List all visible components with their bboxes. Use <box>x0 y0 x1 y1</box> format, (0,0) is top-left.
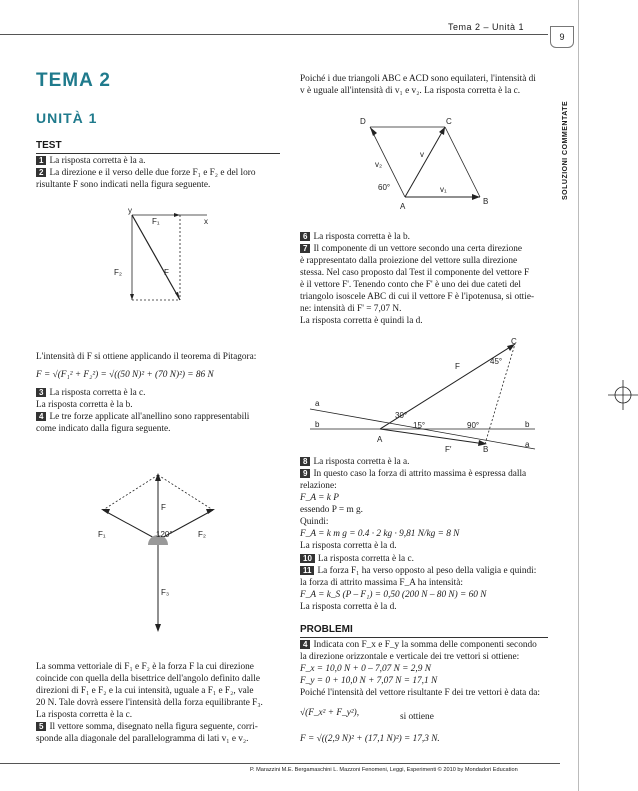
badge-10: 10 <box>300 554 315 563</box>
prob-6: √(F_x² + F_y²), <box>300 708 360 718</box>
test-1: 1 La risposta corretta è la a. <box>36 156 286 168</box>
footer-credit: P. Marazzini M.E. Bergamaschini L. Mazzoni Fenomeni, Leggi, Esperimenti © 2010 by Mondadori Education <box>250 767 518 773</box>
badge-p4: 4 <box>300 640 310 649</box>
fig4-a15: 15° <box>413 421 426 430</box>
fig4-a45: 45° <box>490 357 503 366</box>
fig3-a: A <box>400 202 406 211</box>
fig3-c: C <box>446 117 452 126</box>
fig3-v2: v₂ <box>375 160 383 169</box>
right-1: Poiché i due triangoli ABC e ACD sono equilateri, l'intensità di <box>300 74 536 84</box>
fig4-a30: 30° <box>395 411 408 420</box>
badge-7: 7 <box>300 244 310 253</box>
fig3-v1: v₁ <box>440 185 447 194</box>
test-2b: risultante F sono indicati nella figura seguente. <box>36 180 211 190</box>
sum-4: 20 N. Tale dovrà essere l'intensità della forza equilibrante F₃. <box>36 698 263 708</box>
right-11c: F_A = k_S (P – F₁) = 0,50 (200 N – 80 N) = 60 N <box>300 590 487 600</box>
fig2-angle: 120° <box>156 530 173 539</box>
fig2-f1: F₁ <box>98 530 106 539</box>
fig2-f: F <box>161 503 166 512</box>
page-number: 9 <box>550 26 574 48</box>
fig2-f3: F₃ <box>161 588 170 597</box>
margin-rule <box>578 0 579 791</box>
right-6: 6 La risposta corretta è la b. <box>300 232 410 244</box>
right-7b: è rappresentato dalla proiezione del vettore sulla direzione <box>300 256 518 266</box>
sum-1: La somma vettoriale di F₁ e F₂ è la forza F la cui direzione <box>36 662 254 672</box>
badge-4: 4 <box>36 412 46 421</box>
fig3-angle: 60° <box>378 183 391 192</box>
prob-8: F = √((2,9 N)² + (17,1 N)²) = 17,3 N. <box>300 734 440 744</box>
prob-3: F_x = 10,0 N + 0 – 7,07 N = 2,9 N <box>300 664 431 674</box>
test-2a: 2 La direzione e il verso delle due forze F₁ e F₂ e del loro <box>36 168 286 180</box>
fig4-fp: F′ <box>445 445 452 454</box>
pitagora-formula: F = √(F₁² + F₂²) = √((50 N)² + (70 N)²) = 86 N <box>36 370 214 380</box>
tema-title: TEMA 2 <box>36 70 111 91</box>
badge-3: 3 <box>36 388 46 397</box>
fig3-d: D <box>360 117 366 126</box>
fig1-f: F <box>164 268 169 277</box>
badge-8: 8 <box>300 457 310 466</box>
right-11b: la forza di attrito massima F_A ha intensità: <box>300 578 463 588</box>
test-4b: come indicato dalla figura seguente. <box>36 424 171 434</box>
right-9f: F_A = k m g = 0.4 · 2 kg · 9,81 N/kg = 8 N <box>300 529 460 539</box>
right-11a: 11 La forza F₁ ha verso opposto al peso della valigia e quindi: <box>300 566 550 578</box>
fig4-c: C <box>511 337 517 346</box>
fig3-b: B <box>483 197 489 206</box>
right-2: v è uguale all'intensità di v₁ e v₂. La risposta corretta è la c. <box>300 86 521 96</box>
fig1-f1: F₁ <box>152 217 160 226</box>
fig4-la: a <box>315 399 320 408</box>
problemi-rule <box>300 637 548 638</box>
fig3-v: v <box>420 150 424 159</box>
test-5a: 5 Il vettore somma, disegnato nella figura seguente, corri- <box>36 722 290 734</box>
prob-5: Poiché l'intensità del vettore risultante F dei tre vettori è data da: <box>300 688 540 698</box>
fig4-f: F <box>455 362 460 371</box>
right-9g: La risposta corretta è la d. <box>300 541 397 551</box>
fig4-lb: b <box>315 420 320 429</box>
right-9a: 9 In questo caso la forza di attrito massima è espressa dalla <box>300 469 550 481</box>
prob-1: 4 Indicata con F_x e F_y la somma delle componenti secondo <box>300 640 550 652</box>
figure-projection <box>305 334 545 454</box>
problemi-heading: PROBLEMI <box>300 624 353 635</box>
right-8: 8 La risposta corretta è la a. <box>300 457 409 469</box>
prob-2: la direzione orizzontale e verticale dei tre vettori si ottiene: <box>300 652 520 662</box>
unita-title: UNITÀ 1 <box>36 110 98 126</box>
right-9d: essendo P = m g. <box>300 505 364 515</box>
sum-5: La risposta corretta è la c. <box>36 710 133 720</box>
badge-6: 6 <box>300 232 310 241</box>
badge-11: 11 <box>300 566 314 575</box>
fig4-a: A <box>377 435 383 444</box>
fig2-f2: F₂ <box>198 530 206 539</box>
badge-5: 5 <box>36 722 46 731</box>
fig4-a90: 90° <box>467 421 480 430</box>
prob-4: F_y = 0 + 10,0 N + 7,07 N = 17,1 N <box>300 676 438 686</box>
test-rule <box>36 153 280 154</box>
fig1-f2: F₂ <box>114 268 122 277</box>
footer-rule <box>0 763 560 764</box>
test-3a: 3 La risposta corretta è la c. <box>36 388 145 400</box>
side-label: SOLUZIONI COMMENTATE <box>562 100 569 200</box>
figure-triangles <box>350 112 510 212</box>
right-7d: è il vettore F'. Tenendo conto che F' è uno dei due cateti del <box>300 280 521 290</box>
right-10: 10 La risposta corretta è la c. <box>300 554 414 566</box>
pitagora-text: L'intensità di F si ottiene applicando il teorema di Pitagora: <box>36 352 257 362</box>
badge-9: 9 <box>300 469 310 478</box>
right-9b: relazione: <box>300 481 337 491</box>
test-3b: La risposta corretta è la b. <box>36 400 133 410</box>
right-7g: La risposta corretta è quindi la d. <box>300 316 423 326</box>
figure-forces-1 <box>112 205 222 315</box>
header-rule <box>0 34 548 35</box>
right-7c: stessa. Nel caso proposto dal Test il componente del vettore F <box>300 268 530 278</box>
right-7f: ne: intensità di F' = 7,07 N. <box>300 304 402 314</box>
sum-2: coincide con quella della bisettrice dell'angolo definito dalle <box>36 674 260 684</box>
figure-forces-2 <box>78 455 238 635</box>
right-7a: 7 Il componente di un vettore secondo una certa direzione <box>300 244 550 256</box>
right-9e: Quindi: <box>300 517 329 527</box>
sum-3: direzioni di F₁ e F₂ e la cui intensità, uguale a F₁ e F₂, vale <box>36 686 254 696</box>
badge-2: 2 <box>36 168 46 177</box>
right-7e: triangolo isoscele ABC di cui il vettore F è l'ipotenusa, si ottie- <box>300 292 535 302</box>
fig1-x: x <box>204 217 208 226</box>
fig1-y: y <box>128 206 132 215</box>
test-5b: sponde alla diagonale del parallelogramma di lati v₁ e v₂. <box>36 734 249 744</box>
right-9c: F_A = k P <box>300 493 339 503</box>
test-4a: 4 Le tre forze applicate all'anellino sono rappresentabili <box>36 412 286 424</box>
fig4-rb: b <box>525 420 530 429</box>
registration-mark-icon <box>608 380 638 410</box>
running-title: Tema 2 – Unità 1 <box>448 22 525 32</box>
fig4-ra: a <box>525 440 530 449</box>
prob-7: si ottiene <box>400 712 434 722</box>
right-11d: La risposta corretta è la d. <box>300 602 397 612</box>
test-heading: TEST <box>36 140 62 151</box>
badge-1: 1 <box>36 156 46 165</box>
fig4-b: B <box>483 445 489 454</box>
